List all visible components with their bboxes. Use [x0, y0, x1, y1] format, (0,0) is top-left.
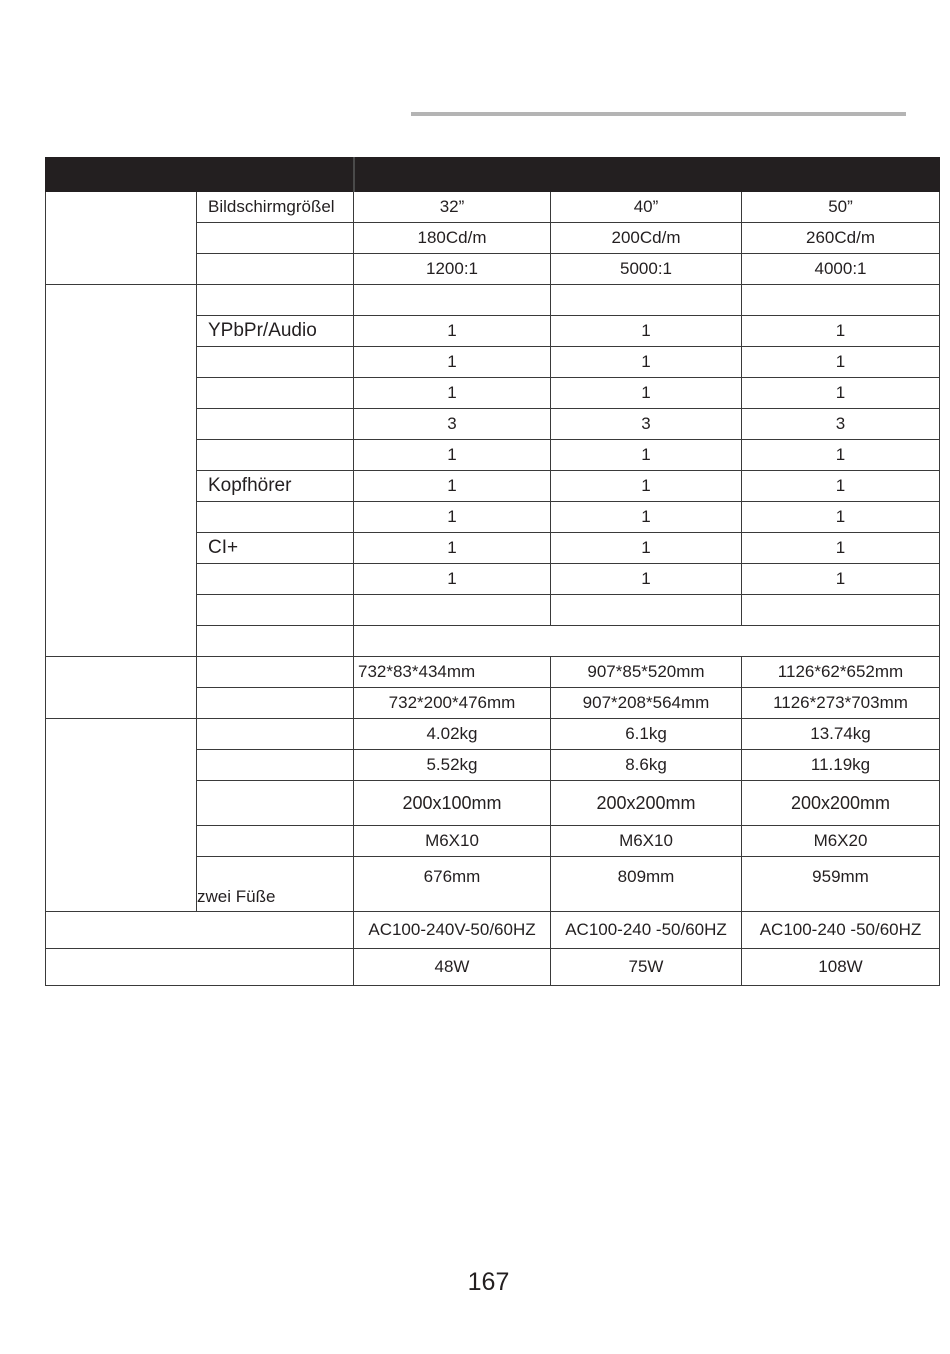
cell-50: 108W	[742, 949, 940, 986]
cell-32: AC100-240V-50/60HZ	[354, 912, 551, 949]
cell-50: 1	[742, 533, 940, 564]
cell-40: AC100-240 -50/60HZ	[551, 912, 742, 949]
row-label-screen-size: Bildschirmgrößel	[197, 192, 354, 223]
cell-50: 3	[742, 409, 940, 440]
category-weight-mounting	[46, 719, 197, 912]
cell-50: 13.74kg	[742, 719, 940, 750]
cell-40: 1	[551, 440, 742, 471]
row-label-dim-without-stand	[197, 657, 354, 688]
row-label-port-9	[197, 564, 354, 595]
cell-32: 32”	[354, 192, 551, 223]
cell-32: 1	[354, 471, 551, 502]
row-label-contrast	[197, 254, 354, 285]
cell-40: 1	[551, 564, 742, 595]
cell-50: 1126*62*652mm	[742, 657, 940, 688]
row-label-vesa	[197, 781, 354, 826]
cell-32: 200x100mm	[354, 781, 551, 826]
row-label-port-10	[197, 595, 354, 626]
row-label-port-3	[197, 378, 354, 409]
cell-40: 3	[551, 409, 742, 440]
cell-40: 907*85*520mm	[551, 657, 742, 688]
cell-50: AC100-240 -50/60HZ	[742, 912, 940, 949]
cell-40: 1	[551, 533, 742, 564]
table-row	[46, 719, 940, 750]
table-row	[46, 949, 940, 986]
row-label-ci-plus: CI+	[197, 533, 354, 564]
cell-32: 1	[354, 378, 551, 409]
cell-32: 732*200*476mm	[354, 688, 551, 719]
row-label-screw	[197, 826, 354, 857]
row-label-port-2	[197, 347, 354, 378]
cell-40: 5000:1	[551, 254, 742, 285]
cell-50: 1	[742, 440, 940, 471]
category-ports	[46, 285, 197, 657]
row-label-headphones: Kopfhörer	[197, 471, 354, 502]
row-label-brightness	[197, 223, 354, 254]
cell-50: 1	[742, 347, 940, 378]
cell-50: 959mm	[742, 857, 940, 912]
cell-50: M6X20	[742, 826, 940, 857]
category-dimensions	[46, 657, 197, 719]
cell-32: 1	[354, 440, 551, 471]
cell-32	[354, 285, 551, 316]
row-label-port-5	[197, 440, 354, 471]
row-label-feet: zwei Füße	[197, 857, 354, 912]
page-number: 167	[467, 1268, 510, 1296]
cell-32	[354, 595, 551, 626]
cell-32: 3	[354, 409, 551, 440]
header-cell-parameter	[46, 158, 354, 192]
cell-32: 48W	[354, 949, 551, 986]
cell-32: 676mm	[354, 857, 551, 912]
table-row	[46, 657, 940, 688]
cell-50: 1	[742, 378, 940, 409]
row-label-port-4	[197, 409, 354, 440]
cell-50	[742, 595, 940, 626]
cell-40: 1	[551, 502, 742, 533]
cell-32: 5.52kg	[354, 750, 551, 781]
cell-40: M6X10	[551, 826, 742, 857]
cell-40: 1	[551, 471, 742, 502]
row-label-port-blank	[197, 285, 354, 316]
cell-40: 1	[551, 316, 742, 347]
row-label-ypbpr: YPbPr/Audio	[197, 316, 354, 347]
cell-32: M6X10	[354, 826, 551, 857]
table-header-row	[46, 158, 940, 192]
row-label-weight-gross	[197, 750, 354, 781]
cell-50: 1	[742, 502, 940, 533]
cell-50: 200x200mm	[742, 781, 940, 826]
cell-40: 75W	[551, 949, 742, 986]
cell-32: 1	[354, 347, 551, 378]
row-label-port-11	[197, 626, 354, 657]
cell-40: 200x200mm	[551, 781, 742, 826]
cell-40: 809mm	[551, 857, 742, 912]
cell-50: 50”	[742, 192, 940, 223]
cell-32: 1	[354, 533, 551, 564]
cell-32: 1	[354, 316, 551, 347]
table-row	[46, 192, 940, 223]
cell-40: 200Cd/m	[551, 223, 742, 254]
cell-32: 1200:1	[354, 254, 551, 285]
row-label-dim-with-stand	[197, 688, 354, 719]
cell-40: 1	[551, 378, 742, 409]
cell-50	[742, 285, 940, 316]
spec-table	[45, 157, 940, 986]
cell-32: 732*83*434mm	[354, 657, 551, 688]
cell-32: 1	[354, 502, 551, 533]
row-label-weight-net	[197, 719, 354, 750]
cell-50: 1	[742, 564, 940, 595]
cell-32: 180Cd/m	[354, 223, 551, 254]
cell-40	[551, 595, 742, 626]
row-label-power-supply	[46, 912, 354, 949]
cell-40: 1	[551, 347, 742, 378]
row-label-power-consumption	[46, 949, 354, 986]
cell-40: 907*208*564mm	[551, 688, 742, 719]
cell-40	[551, 285, 742, 316]
category-display	[46, 192, 197, 285]
cell-32: 1	[354, 564, 551, 595]
header-cell-models	[354, 158, 940, 192]
table-row	[46, 285, 940, 316]
cell-50: 11.19kg	[742, 750, 940, 781]
cell-all-models	[354, 626, 940, 657]
cell-50: 1	[742, 471, 940, 502]
cell-50: 1	[742, 316, 940, 347]
cell-40: 8.6kg	[551, 750, 742, 781]
table-row	[46, 912, 940, 949]
cell-50: 260Cd/m	[742, 223, 940, 254]
cell-32: 4.02kg	[354, 719, 551, 750]
cell-40: 6.1kg	[551, 719, 742, 750]
row-label-port-7	[197, 502, 354, 533]
top-rule	[411, 112, 906, 116]
cell-50: 4000:1	[742, 254, 940, 285]
cell-40: 40”	[551, 192, 742, 223]
cell-50: 1126*273*703mm	[742, 688, 940, 719]
